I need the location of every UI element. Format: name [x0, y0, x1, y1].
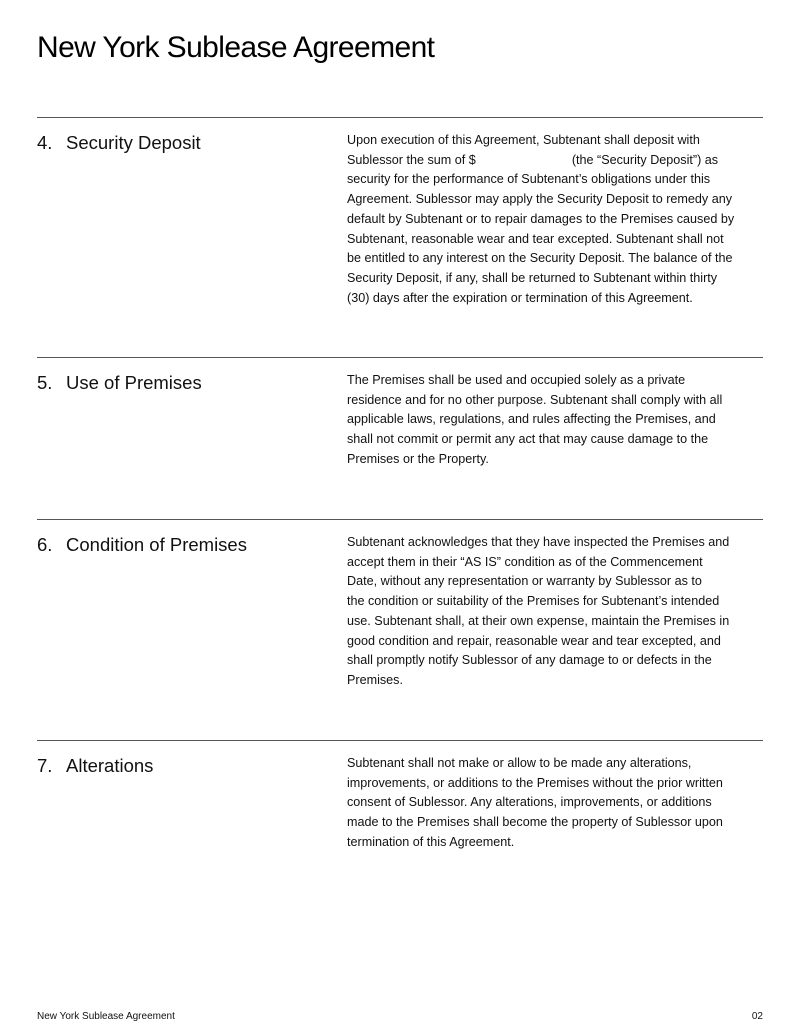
body-line: applicable laws, regulations, and rules affecting the Premises, and: [347, 412, 716, 427]
section-number: 7.: [37, 755, 53, 776]
body-line: made to the Premises shall become the property of Sublessor upon: [347, 815, 723, 830]
section-alterations: [37, 740, 763, 849]
body-line: Date, without any representation or warranty by Sublessor as to: [347, 574, 702, 589]
body-line: (30) days after the expiration or termination of this Agreement.: [347, 290, 693, 305]
body-line: Subtenant shall not make or allow to be made any alterations,: [347, 756, 692, 770]
body-line: default by Subtenant or to repair damages to the Premises caused by: [347, 211, 735, 226]
section-use-of-premises: [37, 357, 763, 466]
body-line: use. Subtenant shall, at their own expense, maintain the Premises in: [347, 613, 730, 628]
body-line: termination of this Agreement.: [347, 834, 515, 849]
section-title: Security Deposit: [66, 132, 201, 153]
section-number: 5.: [37, 372, 53, 393]
body-line: Subtenant, reasonable wear and tear excepted. Subtenant shall not: [347, 231, 724, 246]
section-condition-of-premises: [37, 519, 763, 687]
section-heading: [37, 371, 202, 395]
body-line: Premises or the Property.: [347, 451, 489, 466]
body-line: accept them in their “AS IS” condition as of the Commencement: [347, 554, 703, 569]
section-number: 4.: [37, 132, 53, 153]
section-title: Alterations: [66, 755, 154, 776]
body-line: Security Deposit, if any, shall be returned to Subtenant within thirty: [347, 270, 718, 285]
body-line: The Premises shall be used and occupied solely as a private: [347, 373, 686, 387]
body-line-text: (the “Security Deposit”) as: [571, 152, 719, 167]
body-line: consent of Sublessor. Any alterations, improvements, or additions: [347, 795, 712, 810]
section-heading: [37, 131, 201, 155]
footer-document-title: New York Sublease Agreement: [37, 1011, 175, 1022]
section-security-deposit: [37, 117, 763, 305]
section-body: [347, 371, 765, 470]
section-heading: [37, 533, 247, 557]
section-body: [347, 533, 765, 691]
body-line: the condition or suitability of the Premises for Subtenant’s intended: [347, 594, 720, 609]
body-line: residence and for no other purpose. Subtenant shall comply with all: [347, 392, 723, 407]
section-number: 6.: [37, 534, 53, 555]
section-title: Condition of Premises: [66, 534, 247, 555]
body-line: Upon execution of this Agreement, Subtenant shall deposit with: [347, 133, 700, 147]
section-body: [347, 131, 765, 308]
body-line: Agreement. Sublessor may apply the Security Deposit to remedy any: [347, 192, 732, 207]
body-line: be entitled to any interest on the Security Deposit. The balance of the: [347, 251, 733, 266]
body-line: good condition and repair, reasonable wear and tear excepted, and: [347, 633, 721, 648]
section-title: Use of Premises: [66, 372, 202, 393]
body-line: security for the performance of Subtenant’s obligations under this: [347, 172, 711, 187]
body-line: shall promptly notify Sublessor of any damage to or defects in the: [347, 653, 712, 668]
body-line-with-blank: [347, 151, 765, 171]
body-line: Premises.: [347, 672, 403, 687]
body-line: shall not commit or permit any act that may cause damage to the: [347, 432, 709, 447]
footer-page-number: 02: [751, 1011, 763, 1022]
section-body: [347, 754, 765, 853]
body-line-text: Sublessor the sum of $: [347, 152, 476, 167]
section-heading: [37, 754, 153, 778]
body-line: improvements, or additions to the Premises without the prior written: [347, 775, 723, 790]
page-title: New York Sublease Agreement: [37, 31, 435, 64]
body-line: Subtenant acknowledges that they have inspected the Premises and: [347, 535, 730, 549]
